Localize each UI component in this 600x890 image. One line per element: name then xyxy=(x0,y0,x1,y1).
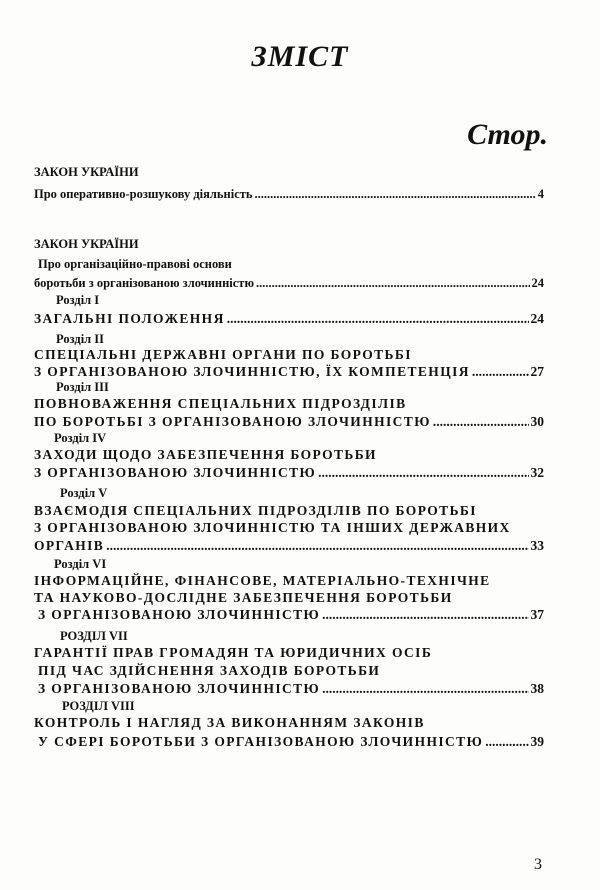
toc-entry xyxy=(34,414,544,430)
toc-heading: ЗАХОДИ ЩОДО ЗАБЕЗПЕЧЕННЯ БОРОТЬБИ xyxy=(34,447,377,462)
dot-leader xyxy=(472,364,529,380)
toc-entry-title: З ОРГАНІЗОВАНОЮ ЗЛОЧИННІСТЮ xyxy=(34,465,317,480)
toc-entry-title: ЗАГАЛЬНІ ПОЛОЖЕННЯ xyxy=(34,311,225,326)
dot-leader xyxy=(318,465,528,481)
toc-entry-title: У СФЕРІ БОРОТЬБИ З ОРГАНІЗОВАНОЮ ЗЛОЧИННІСТЮ xyxy=(38,734,484,749)
toc-heading: СПЕЦІАЛЬНІ ДЕРЖАВНІ ОРГАНИ ПО БОРОТЬБІ xyxy=(34,347,412,362)
toc-entry-page: 32 xyxy=(530,465,544,480)
toc-entry xyxy=(34,186,544,202)
toc-entry xyxy=(34,311,544,327)
toc-heading: Розділ V xyxy=(60,486,108,500)
page-title: ЗМІСТ xyxy=(251,40,349,73)
toc-entry xyxy=(38,734,544,750)
toc-entry-title: ПО БОРОТЬБІ З ОРГАНІЗОВАНОЮ ЗЛОЧИННІСТЮ xyxy=(34,414,431,429)
toc-entry-title: З ОРГАНІЗОВАНОЮ ЗЛОЧИННІСТЮ, ЇХ КОМПЕТЕНЦІЯ xyxy=(34,364,470,379)
dot-leader xyxy=(322,607,528,623)
toc-entry xyxy=(38,607,544,623)
toc-entry-page: 38 xyxy=(530,681,544,696)
toc-entry xyxy=(34,465,544,481)
toc-entry xyxy=(34,275,544,291)
toc-heading: РОЗДІЛ VIII xyxy=(62,699,135,713)
page-number: 3 xyxy=(534,856,542,873)
toc-entry-title: ОРГАНІВ xyxy=(34,538,105,553)
dot-leader xyxy=(227,311,529,327)
toc-heading: З ОРГАНІЗОВАНОЮ ЗЛОЧИННІСТЮ ТА ІНШИХ ДЕРЖАВНИХ xyxy=(34,520,511,535)
toc-heading: Розділ І xyxy=(56,293,100,307)
toc-entry-title: Про оперативно-розшукову діяльність xyxy=(34,187,253,201)
toc-heading: Розділ ІІІ xyxy=(56,380,109,394)
toc-heading: РОЗДІЛ VII xyxy=(60,629,128,643)
toc-entry-page: 37 xyxy=(530,607,544,622)
toc-entry-page: 4 xyxy=(537,187,544,201)
dot-leader xyxy=(255,186,536,202)
toc-heading: ТА НАУКОВО-ДОСЛІДНЕ ЗАБЕЗПЕЧЕННЯ БОРОТЬБИ xyxy=(34,590,453,605)
dot-leader xyxy=(433,414,529,430)
toc-entry-title: боротьби з організованою злочинністю xyxy=(34,276,255,290)
toc-heading: ЗАКОН УКРАЇНИ xyxy=(34,237,139,251)
toc-heading: КОНТРОЛЬ І НАГЛЯД ЗА ВИКОНАННЯМ ЗАКОНІВ xyxy=(34,715,425,730)
toc-heading: ПІД ЧАС ЗДІЙСНЕННЯ ЗАХОДІВ БОРОТЬБИ xyxy=(38,663,381,678)
toc-entry-page: 39 xyxy=(530,734,544,749)
toc-entry-page: 33 xyxy=(530,538,544,553)
toc-heading: ГАРАНТІЇ ПРАВ ГРОМАДЯН ТА ЮРИДИЧНИХ ОСІБ xyxy=(34,645,433,660)
dot-leader xyxy=(106,538,528,554)
toc-entry xyxy=(34,364,544,380)
toc-heading: Розділ ІІ xyxy=(56,332,105,346)
toc-entry xyxy=(38,681,544,697)
dot-leader xyxy=(485,734,528,750)
dot-leader xyxy=(322,681,528,697)
toc-heading: ІНФОРМАЦІЙНЕ, ФІНАНСОВЕ, МАТЕРІАЛЬНО-ТЕХНІЧНЕ xyxy=(34,573,491,588)
toc-entry-page: 27 xyxy=(530,364,544,379)
toc-entry-page: 24 xyxy=(531,276,544,290)
toc-entry-title: З ОРГАНІЗОВАНОЮ ЗЛОЧИННІСТЮ xyxy=(38,681,321,696)
toc-heading: ВЗАЄМОДІЯ СПЕЦІАЛЬНИХ ПІДРОЗДІЛІВ ПО БОРОТЬБІ xyxy=(34,503,477,518)
toc-heading: Розділ VI xyxy=(54,557,107,571)
toc-heading: ПОВНОВАЖЕННЯ СПЕЦІАЛЬНИХ ПІДРОЗДІЛІВ xyxy=(34,396,407,411)
toc-entry xyxy=(34,538,544,554)
dot-leader xyxy=(256,275,529,291)
toc-entry-page: 30 xyxy=(530,414,544,429)
toc-heading: ЗАКОН УКРАЇНИ xyxy=(34,165,139,179)
toc-entry-page: 24 xyxy=(530,311,544,326)
toc-entry-title: З ОРГАНІЗОВАНОЮ ЗЛОЧИННІСТЮ xyxy=(38,607,321,622)
toc-heading: Про організаційно-правові основи xyxy=(38,257,232,271)
page-column-header: Стор. xyxy=(467,118,548,151)
toc-heading: Розділ IV xyxy=(54,431,107,445)
